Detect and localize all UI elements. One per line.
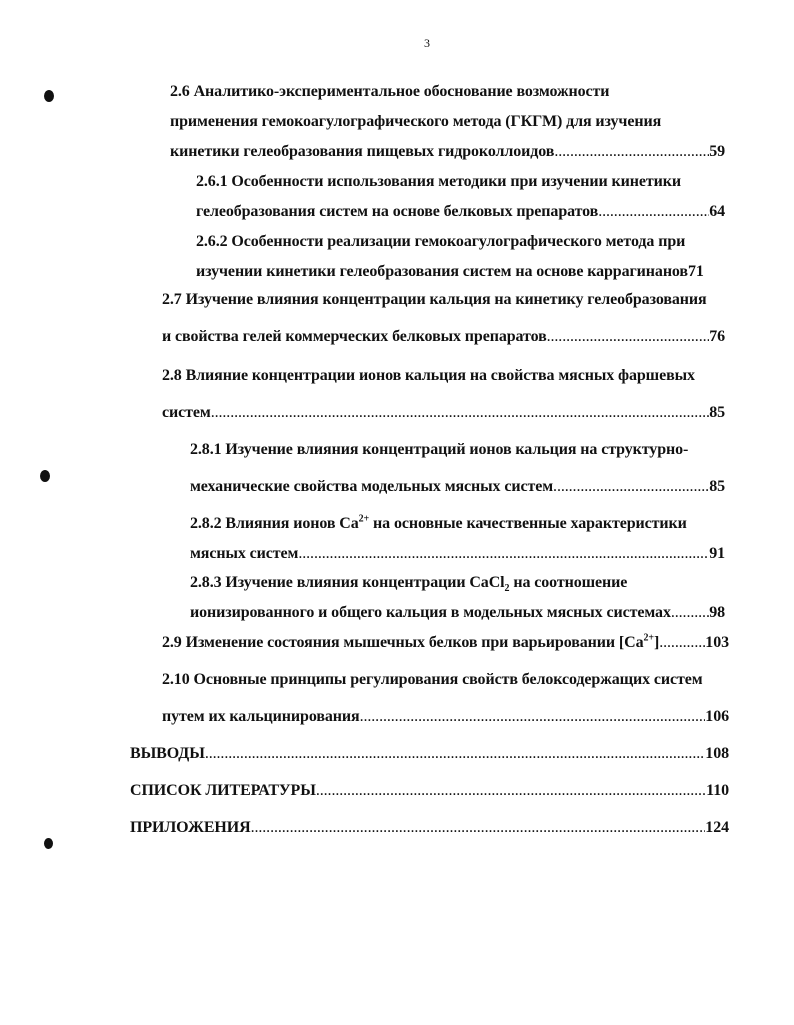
toc-entry-2-8-3-line2 <box>190 603 725 623</box>
toc-entry-2-6-2-line2 <box>196 262 725 282</box>
toc-entry-2-8-line2 <box>162 403 725 423</box>
toc-entry-text-part: ] <box>654 634 660 651</box>
dot-leader <box>251 818 706 838</box>
toc-page-number: 124 <box>705 819 729 836</box>
superscript: 2+ <box>643 632 654 644</box>
dot-leader <box>598 202 709 222</box>
toc-entry-text: на соотношение <box>509 574 628 591</box>
toc-entry-text: 2.8.3 Изучение влияния концентрации CaCl <box>190 574 505 591</box>
binding-hole-mark <box>44 838 53 849</box>
toc-entry-text: ВЫВОДЫ <box>130 745 205 762</box>
toc-entry-2-6-1-line2 <box>196 202 725 222</box>
toc-entry-text: гелеобразования систем на основе белковых препаратов <box>196 203 599 220</box>
toc-entry-2-8-1-line2 <box>190 477 725 497</box>
toc-entry-2-6-line3 <box>170 142 725 162</box>
toc-page-number: 59 <box>709 143 725 160</box>
toc-entry-2-8-3-line1 <box>190 573 627 593</box>
toc-entry-2-6-1-line1: 2.6.1 Особенности использования методики при изучении кинетики <box>196 173 681 190</box>
toc-page-number: 71 <box>687 263 704 280</box>
toc-entry-2-6-2-line1: 2.6.2 Особенности реализации гемокоагулографического метода при <box>196 233 686 250</box>
dot-leader <box>316 781 706 801</box>
dot-leader <box>205 744 705 764</box>
dot-leader <box>554 142 709 162</box>
toc-entry-text: систем <box>162 404 211 421</box>
toc-entry-2-10-line2 <box>162 707 729 727</box>
toc-entry-2-8-line1: 2.8 Влияние концентрации ионов кальция на свойства мясных фаршевых <box>162 367 695 384</box>
toc-entry-2-7-line2 <box>162 327 725 347</box>
toc-entry-text <box>162 633 659 653</box>
binding-hole-mark <box>40 470 50 482</box>
toc-entry-2-10-line1: 2.10 Основные принципы регулирования свойств белоксодержащих систем <box>162 671 703 688</box>
dot-leader <box>298 544 709 564</box>
toc-entry-text: ионизированного и общего кальция в модельных мясных системах <box>190 604 671 621</box>
toc-entry-references <box>130 781 729 801</box>
toc-page-number: 110 <box>706 782 729 799</box>
dot-leader <box>211 403 710 423</box>
toc-page-number: 85 <box>709 404 725 421</box>
toc-entry-text: механические свойства модельных мясных систем <box>190 478 554 495</box>
toc-entry-text: путем их кальцинирования <box>162 708 360 725</box>
toc-entry-text: кинетики гелеобразования пищевых гидроколлоидов <box>170 143 555 160</box>
superscript: 2+ <box>358 513 370 525</box>
toc-entry-2-6-line2: применения гемокоагулографического метода (ГКГМ) для изучения <box>170 113 662 130</box>
toc-entry-2-7-line1: 2.7 Изучение влияния концентрации кальция на кинетику гелеобразования <box>162 291 707 308</box>
toc-entry-text: ПРИЛОЖЕНИЯ <box>130 819 251 836</box>
toc-entry-2-8-2-line1 <box>190 514 687 534</box>
toc-page-number: 98 <box>709 604 725 621</box>
toc-entry-text: мясных систем <box>190 545 299 562</box>
toc-entry-text: и свойства гелей коммерческих белковых препаратов <box>162 328 547 345</box>
toc-entry-2-9 <box>162 633 729 653</box>
toc-page-number: 106 <box>705 708 729 725</box>
toc-entry-text: 2.8.2 Влияния ионов Ca <box>190 515 359 532</box>
toc-entry-text: на основные качественные характеристики <box>369 515 687 532</box>
toc-entry-text: изучении кинетики гелеобразования систем на основе каррагинанов <box>196 263 688 280</box>
toc-entry-appendices <box>130 818 729 838</box>
toc-entry-2-6-line1: 2.6 Аналитико-экспериментальное обоснование возможности <box>170 83 610 100</box>
dot-leader <box>671 603 709 623</box>
toc-page-number: 103 <box>705 634 729 651</box>
toc-page-number: 76 <box>709 328 725 345</box>
page-number: 3 <box>424 36 430 50</box>
dot-leader <box>553 477 709 497</box>
toc-entry-text-part: 2.9 Изменение состояния мышечных белков при варьировании [Ca <box>162 634 644 651</box>
toc-page-number: 85 <box>709 478 725 495</box>
dot-leader <box>659 633 705 653</box>
dot-leader <box>360 707 706 727</box>
toc-entry-2-8-2-line2 <box>190 544 725 564</box>
toc-entry-text: СПИСОК ЛИТЕРАТУРЫ <box>130 782 316 799</box>
dot-leader <box>547 327 710 347</box>
toc-page-number: 91 <box>709 545 725 562</box>
subscript: 2 <box>504 583 510 595</box>
binding-hole-mark <box>44 90 54 102</box>
toc-entry-conclusions <box>130 744 729 764</box>
toc-entry-2-8-1-line1: 2.8.1 Изучение влияния концентраций ионов кальция на структурно- <box>190 441 689 458</box>
toc-page-number: 108 <box>705 745 729 762</box>
toc-page-number: 64 <box>709 203 725 220</box>
